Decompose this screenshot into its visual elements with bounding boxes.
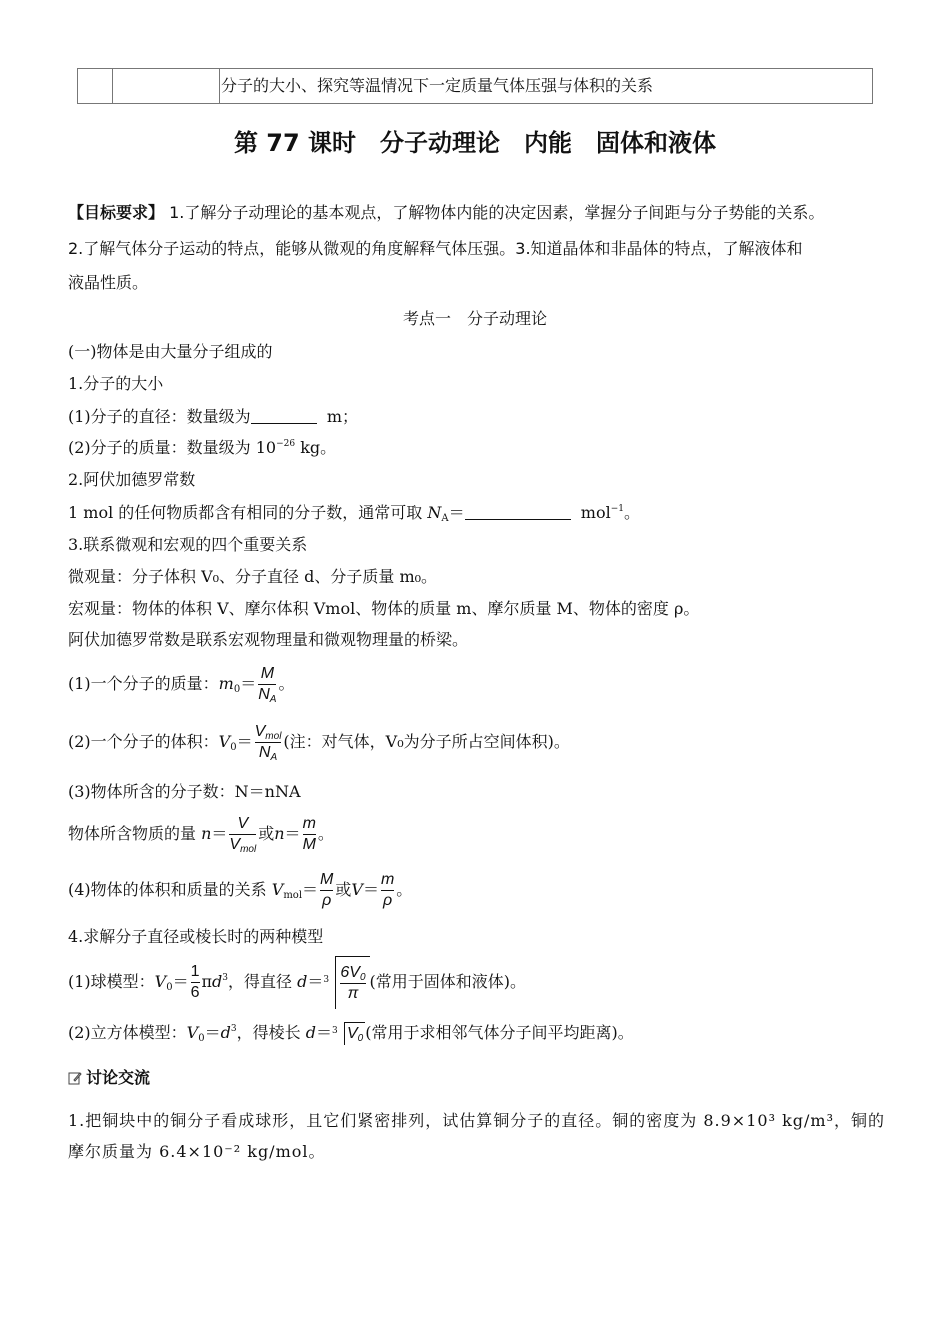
m2-mid: ，得棱长 (236, 1023, 306, 1042)
table-cell-empty-1 (78, 69, 113, 103)
m1-label: (1)球模型： (68, 972, 155, 991)
goals-line-3: 液晶性质。 (68, 273, 149, 292)
formula-molecule-count (68, 781, 301, 803)
avogadro-title: 2.阿伏加德罗常数 (68, 470, 196, 489)
avogadro-symbol: N (427, 503, 442, 522)
table-cell-empty-2 (113, 69, 220, 103)
macro-quantities: 宏观量：物体的体积 V、摩尔体积 Vmol、物体的质量 m、摩尔质量 M、物体的密度 ρ。 (68, 599, 700, 618)
or-2: 或 (335, 880, 352, 899)
section-heading: 考点一 分子动理论 (402, 309, 547, 328)
question-1-line-1: 1.把铜块中的铜分子看成球形，且它们紧密排列，试估算铜分子的直径。铜的密度为 8.9×10³ kg/m³，铜的 (68, 1111, 885, 1130)
page-title: 第 77 课时 分子动理论 内能 固体和液体 (233, 129, 717, 157)
f1-label: (1)一个分子的质量： (68, 674, 219, 693)
cube-root-sphere: 3 $\frac{6V_0}{\pi}$ (323, 956, 369, 1009)
diameter-unit: m； (326, 407, 359, 426)
m2-label: (2)立方体模型： (68, 1023, 187, 1042)
bridge-text: 阿伏加德罗常数是联系宏观物理量和微观物理量的桥梁。 (68, 630, 469, 649)
cube-model: (2)立方体模型：$V_0=d^3$，得棱长 d＝ 3 $V_0$ (常用于求相邻气体分子间平均距离)。 (68, 1023, 634, 1044)
or-1: 或 (258, 824, 275, 843)
header-table-row (77, 68, 873, 104)
mass-fraction: $\frac{M}{N_A}$ (258, 665, 277, 705)
goals-line-2: 2.了解气体分子运动的特点，能够从微观的角度解释气体压强。3.知道晶体和非晶体的特点，了解液体和 (68, 239, 803, 258)
goals-label: 【目标要求】 (68, 203, 165, 222)
goals-line-1 (68, 202, 824, 224)
sec1-heading: (一)物体是由大量分子组成的 (68, 342, 273, 361)
goals-text-1: 1.了解分子动理论的基本观点，了解物体内能的决定因素，掌握分子间距与分子势能的关系。 (169, 203, 825, 222)
diameter-blank[interactable] (251, 408, 317, 424)
f2-label: (2)一个分子的体积： (68, 732, 219, 751)
avogadro-equals: ＝ (448, 503, 465, 522)
f3b-label: 物体所含物质的量 (68, 824, 202, 843)
avogadro-line (68, 502, 640, 524)
discussion-label: 讨论交流 (86, 1068, 151, 1087)
size-title: 1.分子的大小 (68, 374, 164, 393)
sphere-model: (1)球模型：$V_0=$ $\frac{1}{6}$ $\pi d^3$，得直径 d＝ 3 $\frac{6V_0}{\pi}$ (常用于固体和液体)。 (68, 956, 526, 1009)
diameter-label: (1)分子的直径：数量级为 (68, 407, 251, 426)
discussion-heading (68, 1067, 150, 1091)
avogadro-label: 1 mol 的任何物质都含有相同的分子数，通常可取 (68, 503, 428, 522)
micro-quantities: 微观量：分子体积 V₀、分子直径 d、分子质量 m₀。 (68, 567, 438, 586)
avogadro-end: 。 (624, 503, 641, 522)
formula-volume-mass: (4)物体的体积和质量的关系 $V_{mol}=$ $\frac{M}{\rho}$ 或V＝ $\frac{m}{\rho}$ 。 (68, 871, 413, 909)
table-cell-topic: 分子的大小、探究等温情况下一定质量气体压强与体积的关系 (221, 76, 654, 95)
models-title: 4.求解分子直径或棱长时的两种模型 (68, 927, 324, 946)
avogadro-unit-exponent: −1 (610, 504, 624, 514)
f2-note: (注：对气体，V₀为分子所占空间体积)。 (283, 732, 570, 751)
m1-mid: ，得直径 (228, 972, 298, 991)
m1-note: (常用于固体和液体)。 (369, 972, 527, 991)
mass-label: (2)分子的质量：数量级为 10 (68, 438, 277, 457)
edit-icon (68, 1069, 82, 1091)
diameter-line (68, 406, 358, 428)
f4-label: (4)物体的体积和质量的关系 (68, 880, 272, 899)
avogadro-sub: A (441, 513, 449, 524)
avogadro-unit: mol (580, 503, 611, 522)
question-1-line-2: 摩尔质量为 6.4×10⁻² kg/mol。 (68, 1142, 326, 1161)
formula-molecule-volume: (2)一个分子的体积：$V_0=$ $\frac{V_{mol}}{N_A}$ (注：对气体，V₀为分子所占空间体积)。 (68, 723, 570, 763)
mass-line (68, 437, 336, 459)
formula-amount: 物体所含物质的量 n＝ $\frac{V}{V_{mol}}$ 或n＝ $\frac{m}{M}$ 。 (68, 815, 334, 855)
mass-unit: kg。 (295, 438, 337, 457)
formula-molecule-mass: (1)一个分子的质量：$m_0=$ $\frac{M}{N_A}$ 。 (68, 665, 295, 705)
avogadro-blank[interactable] (465, 504, 571, 520)
f3-formula: N＝nNA (234, 782, 301, 801)
mass-exponent: −26 (276, 439, 296, 449)
cube-root-cube: 3 $V_0$ (332, 1022, 365, 1045)
volume-fraction: $\frac{V_{mol}}{N_A}$ (254, 723, 282, 763)
relations-title: 3.联系微观和宏观的四个重要关系 (68, 535, 308, 554)
f3-label: (3)物体所含的分子数： (68, 782, 235, 801)
m2-note: (常用于求相邻气体分子间平均距离)。 (365, 1023, 634, 1042)
